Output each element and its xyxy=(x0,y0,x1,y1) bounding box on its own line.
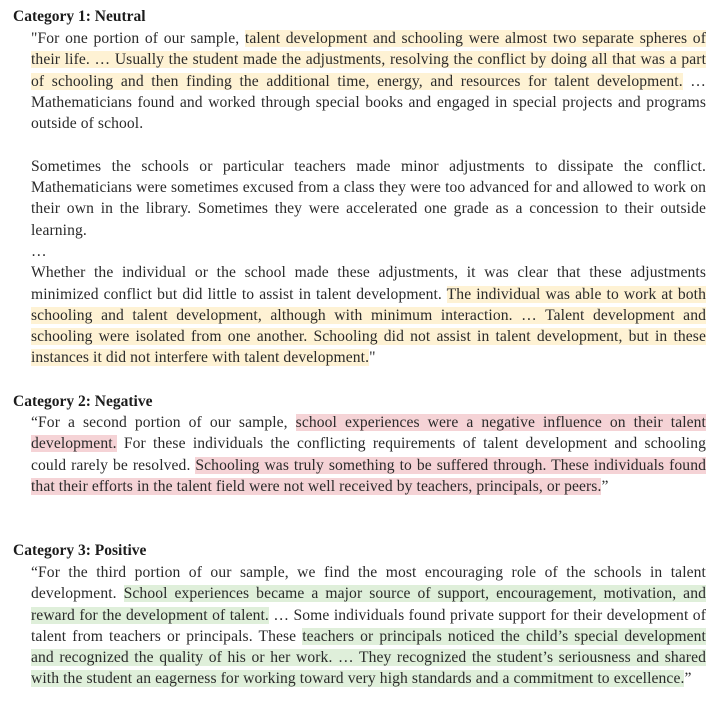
category-2-quote xyxy=(31,412,706,497)
text-segment: … Mathematicians found and worked through special books and engaged in special projects and programs outside of school. xyxy=(31,72,706,133)
category-1-title: Category 1: Neutral xyxy=(13,8,146,25)
text-segment: “For the third portion of our sample, we find the most encouraging role of the schools in talent development. xyxy=(31,564,706,603)
highlighted-text: Schooling was truly something to be suffered through. These individuals found that their efforts in the talent field were not well received by teachers, principals, or peers. xyxy=(31,456,706,495)
category-3-quote xyxy=(31,562,706,690)
highlighted-text: The individual was able to work at both schooling and talent development, although with minimum interaction. … Talent development and schooling were isolated from one another. Schooling did not assist in talent development, but in these instances it did not interfere with talent development. xyxy=(31,285,706,367)
text-segment: ” xyxy=(601,477,609,495)
category-2-title: Category 2: Negative xyxy=(13,393,153,410)
text-segment: … xyxy=(31,242,47,260)
highlighted-text: talent development and schooling were almost two separate spheres of their life. … Usually the student made the adjustments, resolving the conflict by doing all that was a part of schooling and then finding the additional time, energy, and resources for talent development. xyxy=(31,30,706,90)
text-segment: Whether the individual or the school made these adjustments, it was clear that these adjustments minimized conflict but did little to assist in talent development. xyxy=(31,264,706,303)
category-1-quote xyxy=(31,28,706,369)
text-segment: “For a second portion of our sample, xyxy=(31,414,296,431)
ellipsis xyxy=(31,241,706,262)
category-3-title: Category 3: Positive xyxy=(13,542,147,559)
paragraph xyxy=(31,412,706,497)
paragraph xyxy=(31,562,706,690)
text-segment: Sometimes the schools or particular teachers made minor adjustments to dissipate the conflict. Mathematicians were sometimes excused from a class they were too advanced for and allowed to work on their own in the library. Sometimes they were accelerated one grade as a concession to their outside learning. xyxy=(31,157,706,239)
highlighted-text: school experiences were a negative influence on their talent development. xyxy=(31,414,706,453)
text-segment: " xyxy=(369,349,376,367)
text-segment: "For one portion of our sample, xyxy=(31,30,245,47)
highlighted-text: teachers or principals noticed the child’s special development and recognized the quality of his or her work. … They recognized the student’s seriousness and shared with the student an eagerness for working toward very high standards and a commitment to excellence. xyxy=(31,627,706,688)
paragraph xyxy=(31,28,706,134)
text-segment: For these individuals the conflicting requirements of talent development and schooling could rarely be resolved. xyxy=(31,435,706,474)
highlighted-text: School experiences became a major source of support, encouragement, motivation, and reward for the development of talent. xyxy=(31,585,707,624)
paragraph xyxy=(31,156,706,241)
text-segment: ” xyxy=(684,670,692,688)
text-segment: … Some individuals found private support for their development of talent from teachers or principals. These xyxy=(31,606,706,645)
paragraph xyxy=(31,262,706,368)
